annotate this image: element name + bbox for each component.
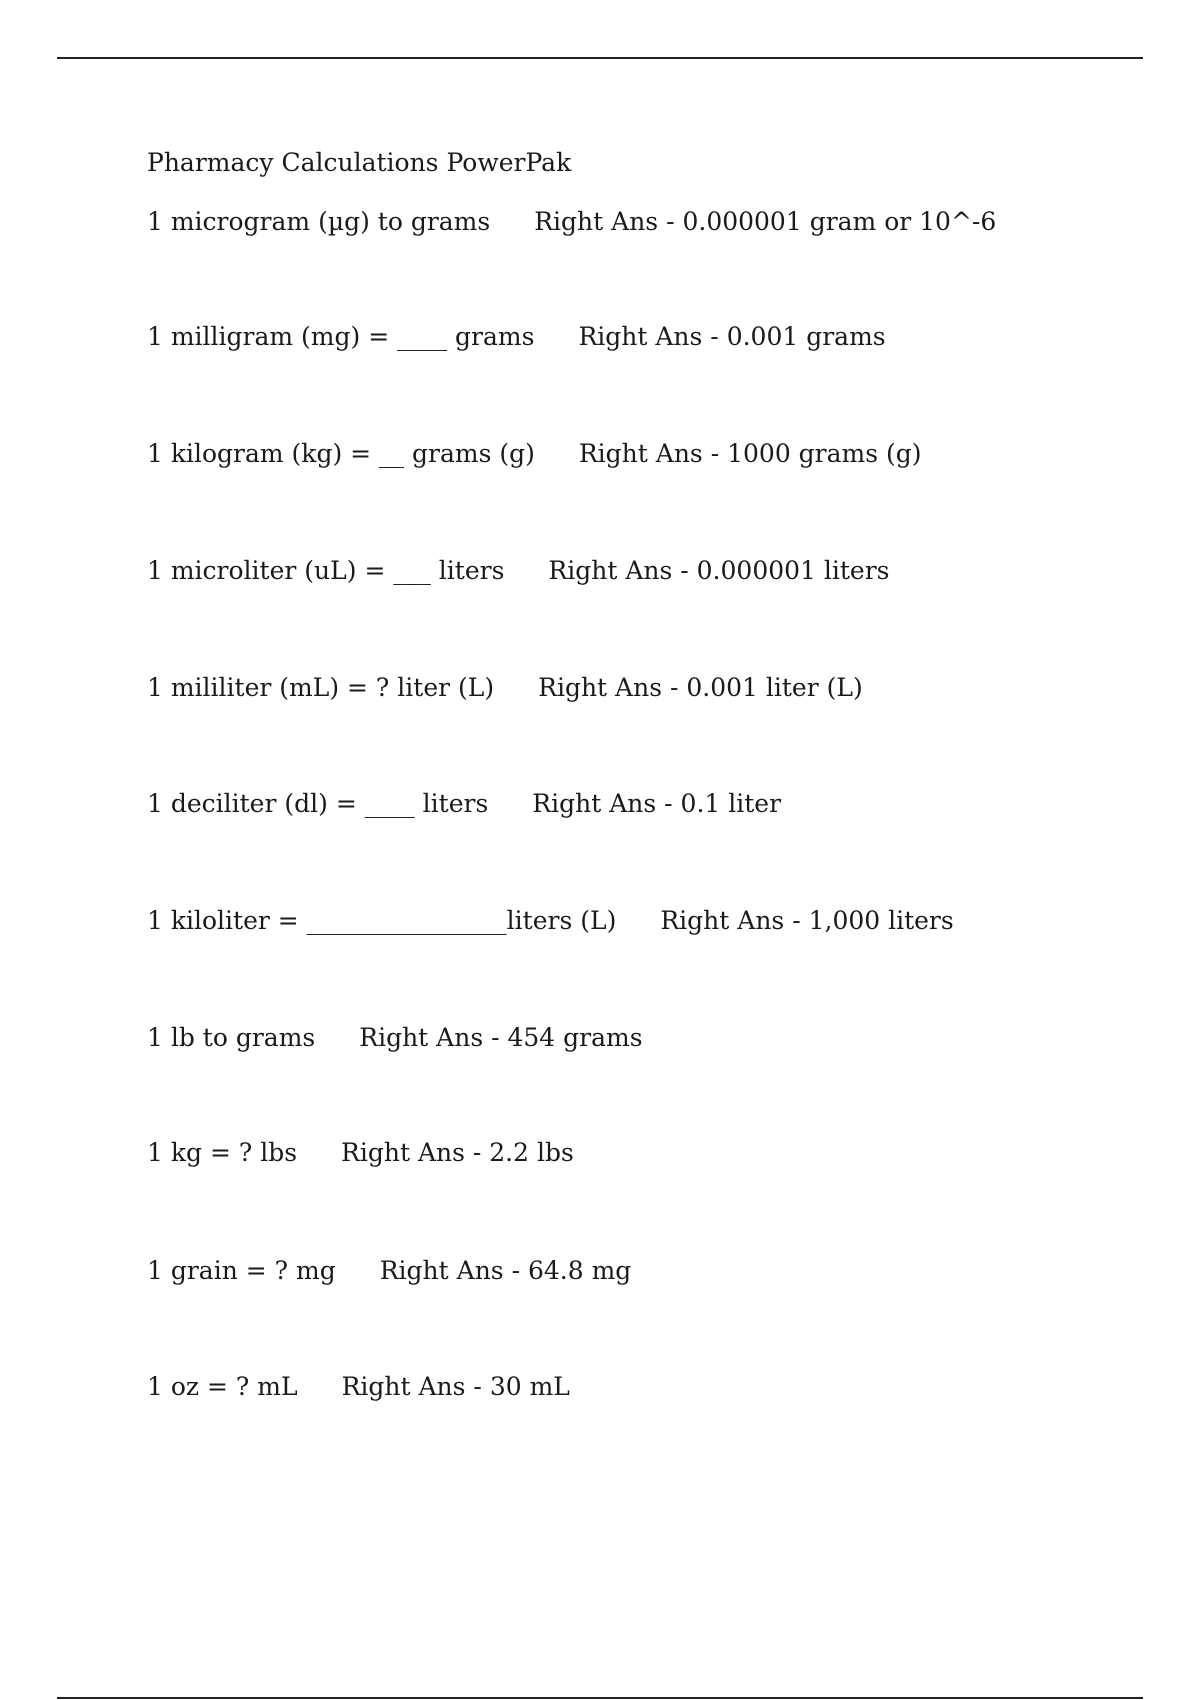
top-divider [57,57,1143,59]
qa-item [147,1138,574,1168]
qa-answer: Right Ans - 1000 grams (g) [578,439,922,468]
qa-answer: Right Ans - 30 mL [341,1372,570,1401]
qa-question: 1 kg = ? lbs [147,1138,298,1167]
qa-answer: Right Ans - 1,000 liters [660,906,954,935]
qa-question: 1 milligram (mg) = ____ grams [147,322,535,351]
qa-item [147,556,890,586]
qa-answer: Right Ans - 0.000001 gram or 10^-6 [534,207,997,236]
qa-question: 1 grain = ? mg [147,1256,336,1285]
qa-answer: Right Ans - 454 grams [359,1023,643,1052]
qa-item [147,789,781,819]
qa-question: 1 oz = ? mL [147,1372,298,1401]
qa-question: 1 microliter (uL) = ___ liters [147,556,505,585]
qa-question: 1 deciliter (dl) = ____ liters [147,789,489,818]
qa-item [147,1256,631,1286]
qa-question: 1 mililiter (mL) = ? liter (L) [147,673,495,702]
qa-item [147,207,996,237]
qa-item [147,906,954,936]
qa-question: 1 lb to grams [147,1023,316,1052]
document-title: Pharmacy Calculations PowerPak [147,148,572,177]
qa-item [147,673,863,703]
qa-answer: Right Ans - 0.1 liter [532,789,782,818]
qa-answer: Right Ans - 0.001 liter (L) [538,673,863,702]
qa-question: 1 microgram (µg) to grams [147,207,491,236]
qa-question: 1 kilogram (kg) = __ grams (g) [147,439,535,468]
qa-item [147,1372,570,1402]
qa-answer: Right Ans - 2.2 lbs [341,1138,574,1167]
qa-answer: Right Ans - 64.8 mg [379,1256,632,1285]
qa-answer: Right Ans - 0.001 grams [578,322,886,351]
qa-answer: Right Ans - 0.000001 liters [548,556,890,585]
qa-item [147,439,922,469]
qa-question: 1 kiloliter = ________________liters (L) [147,906,617,935]
qa-item [147,1023,643,1053]
bottom-divider [57,1697,1143,1699]
qa-item [147,322,886,352]
